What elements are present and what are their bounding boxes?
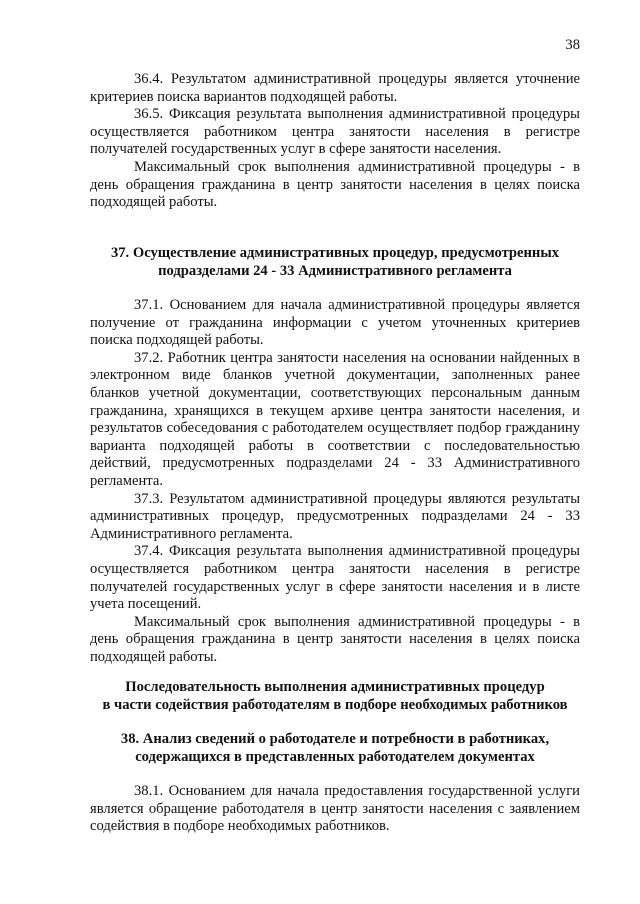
paragraph: 36.5. Фиксация результата выполнения административной процедуры осуществляется работником центра занятости населения в регистре получателей государственных услуг в сфере занятости населения. [90, 106, 580, 158]
section-heading [90, 245, 580, 280]
sequence-heading-block [90, 679, 580, 714]
heading-line: подразделами 24 - 33 Административного регламента [158, 262, 512, 279]
paragraph: Максимальный срок выполнения административной процедуры - в день обращения гражданина в центр занятости населения в целях поиска подходящей работы. [90, 613, 580, 665]
paragraph: 37.2. Работник центра занятости населения на основании найденных в электронном виде бланков учетной документации, заполненных ранее бланков учетной документации, соответствующих персональным данным гражданина, хранящихся в текущем архиве центра занятости населения, и результатов собеседования с работодателем осуществляет подбор гражданину варианта подходящей работы в соответствии с последовательностью действий, предусмотренных подразделами 24 - 33 Административного регламента. [90, 349, 580, 489]
subsection-heading [90, 679, 580, 714]
heading-line: 37. Осуществление административных процедур, предусмотренных [110, 245, 560, 261]
section-36-tail [90, 71, 580, 212]
heading-line: 38. Анализ сведений о работодателе и потребности в работниках, [120, 731, 550, 747]
heading-line: Последовательность выполнения административных процедур [125, 679, 545, 695]
section-38-body [90, 783, 580, 836]
paragraph: 36.4. Результатом административной процедуры является уточнение критериев поиска вариантов подходящей работы. [90, 71, 580, 105]
paragraph: 37.3. Результатом административной процедуры являются результаты административных процедур, предусмотренных подразделами 24 - 33 Административного регламента. [90, 490, 580, 542]
heading-line: содержащихся в представленных работодателем документах [135, 748, 535, 765]
section-heading [90, 731, 580, 766]
paragraph: 37.1. Основанием для начала административной процедуры является получение от гражданина информации с учетом уточненных критериев поиска подходящей работы. [90, 297, 580, 349]
section-37-body [90, 297, 580, 666]
heading-line: в части содействия работодателям в подборе необходимых работников [102, 696, 568, 713]
paragraph: 38.1. Основанием для начала предоставления государственной услуги является обращение работодателя в центр занятости населения с заявлением содействия в подборе необходимых работников. [90, 783, 580, 835]
section-37-heading-block [90, 245, 580, 280]
paragraph: Максимальный срок выполнения административной процедуры - в день обращения гражданина в центр занятости населения в целях поиска подходящей работы. [90, 158, 580, 211]
section-38-heading-block [90, 731, 580, 766]
page-number: 38 [565, 37, 580, 53]
paragraph: 37.4. Фиксация результата выполнения административной процедуры осуществляется работником центра занятости населения в регистре получателей государственных услуг в сфере занятости населения и в листе учета посещений. [90, 543, 580, 613]
